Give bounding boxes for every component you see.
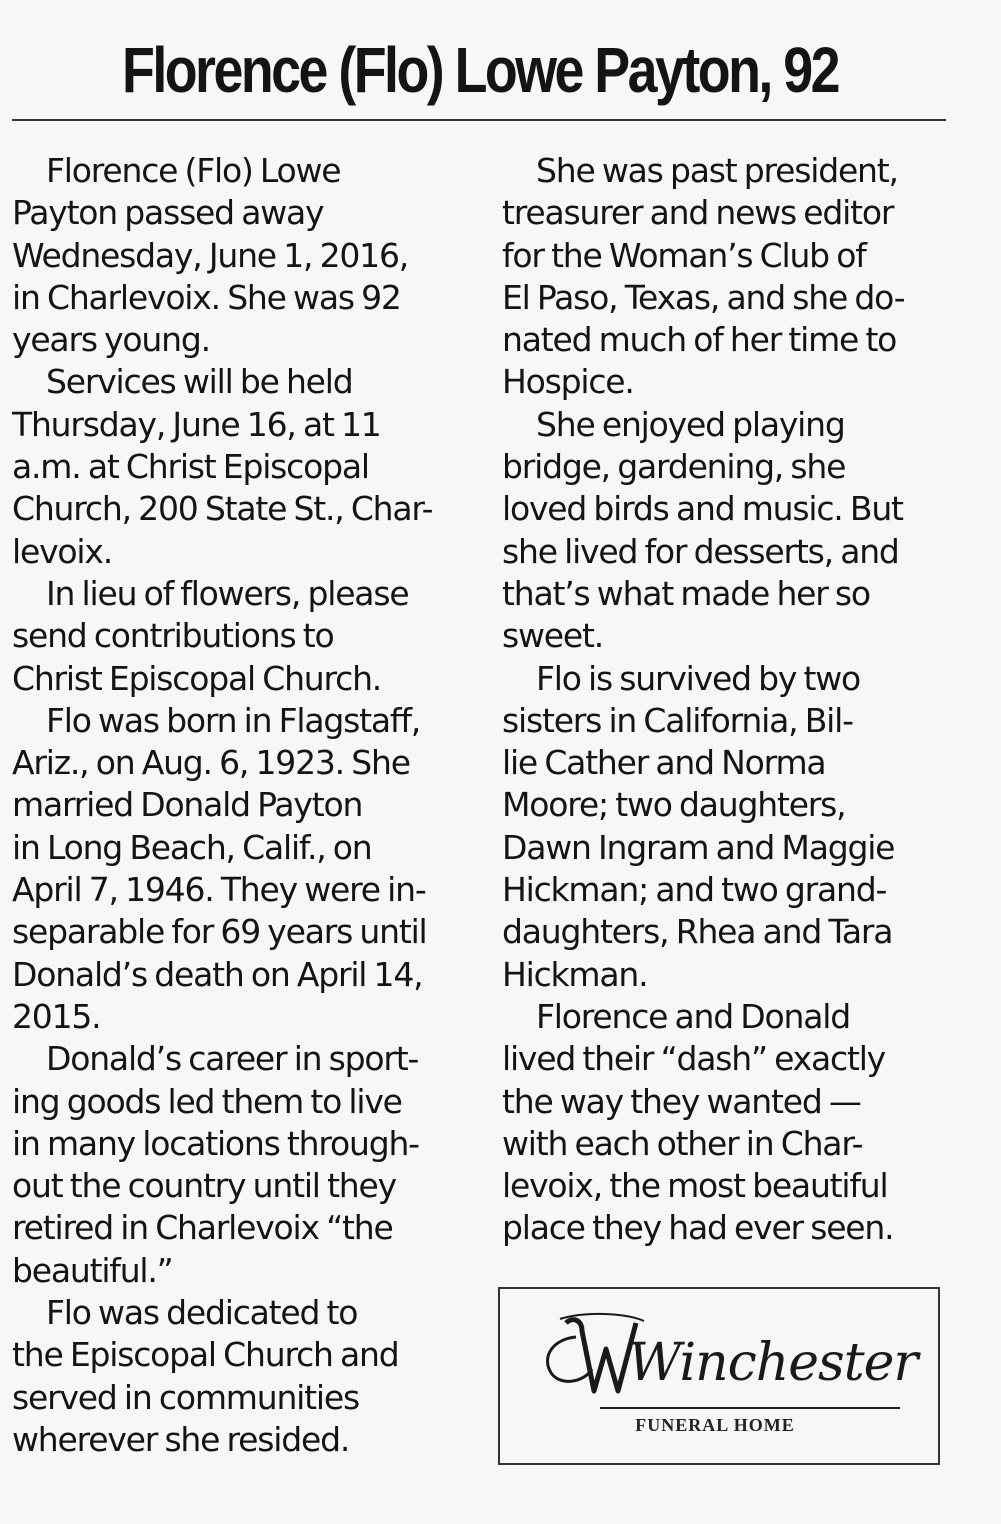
obituary-headline: Florence (Flo) Lowe Payton, 92 <box>122 34 838 106</box>
left-column <box>12 150 462 1461</box>
logo-subtitle: FUNERAL HOME <box>635 1415 795 1435</box>
paragraph: Donald’s career in sport- ing goods led them to live in many locations through- out the country until they retired in Charlevoix “the beautiful.” <box>12 1039 419 1290</box>
paragraph: In lieu of flowers, please send contributions to Christ Episcopal Church. <box>12 573 409 698</box>
paragraph: Services will be held Thursday, June 16, at 11 a.m. at Christ Episcopal Church, 200 State St., Char- levoix. <box>12 362 433 571</box>
right-column <box>502 150 962 1250</box>
paragraph: She was past president, treasurer and news editor for the Woman’s Club of El Paso, Texas, and she do- nated much of her time to Hospice. <box>502 151 905 402</box>
logo-name: Winchester <box>628 1333 918 1393</box>
paragraph: Flo is survived by two sisters in California, Bil- lie Cather and Norma Moore; two daughters, Dawn Ingram and Maggie Hickman; and two grand- daughters, Rhea and Tara Hickman. <box>502 658 895 994</box>
paragraph: Flo was dedicated to the Episcopal Church and served in communities wherever she resided. <box>12 1293 399 1459</box>
paragraph: Florence and Donald lived their “dash” exactly the way they wanted — with each other in Char- levoix, the most beautiful place they had ever seen. <box>502 996 894 1248</box>
headline-rule <box>12 119 946 121</box>
paragraph: She enjoyed playing bridge, gardening, she loved birds and music. But she lived for desserts, and that’s what made her so sweet. <box>502 404 903 656</box>
paragraph: Florence (Flo) Lowe Payton passed away Wednesday, June 1, 2016, in Charlevoix. She was 92 years young. <box>12 151 409 360</box>
funeral-home-logo <box>498 1287 940 1465</box>
logo-underline <box>600 1407 900 1409</box>
paragraph: Flo was born in Flagstaff, Ariz., on Aug. 6, 1923. She married Donald Payton in Long Beach, Calif., on April 7, 1946. They were in- separable for 69 years until Donald’s death on April 14, 2015. <box>12 700 427 1036</box>
